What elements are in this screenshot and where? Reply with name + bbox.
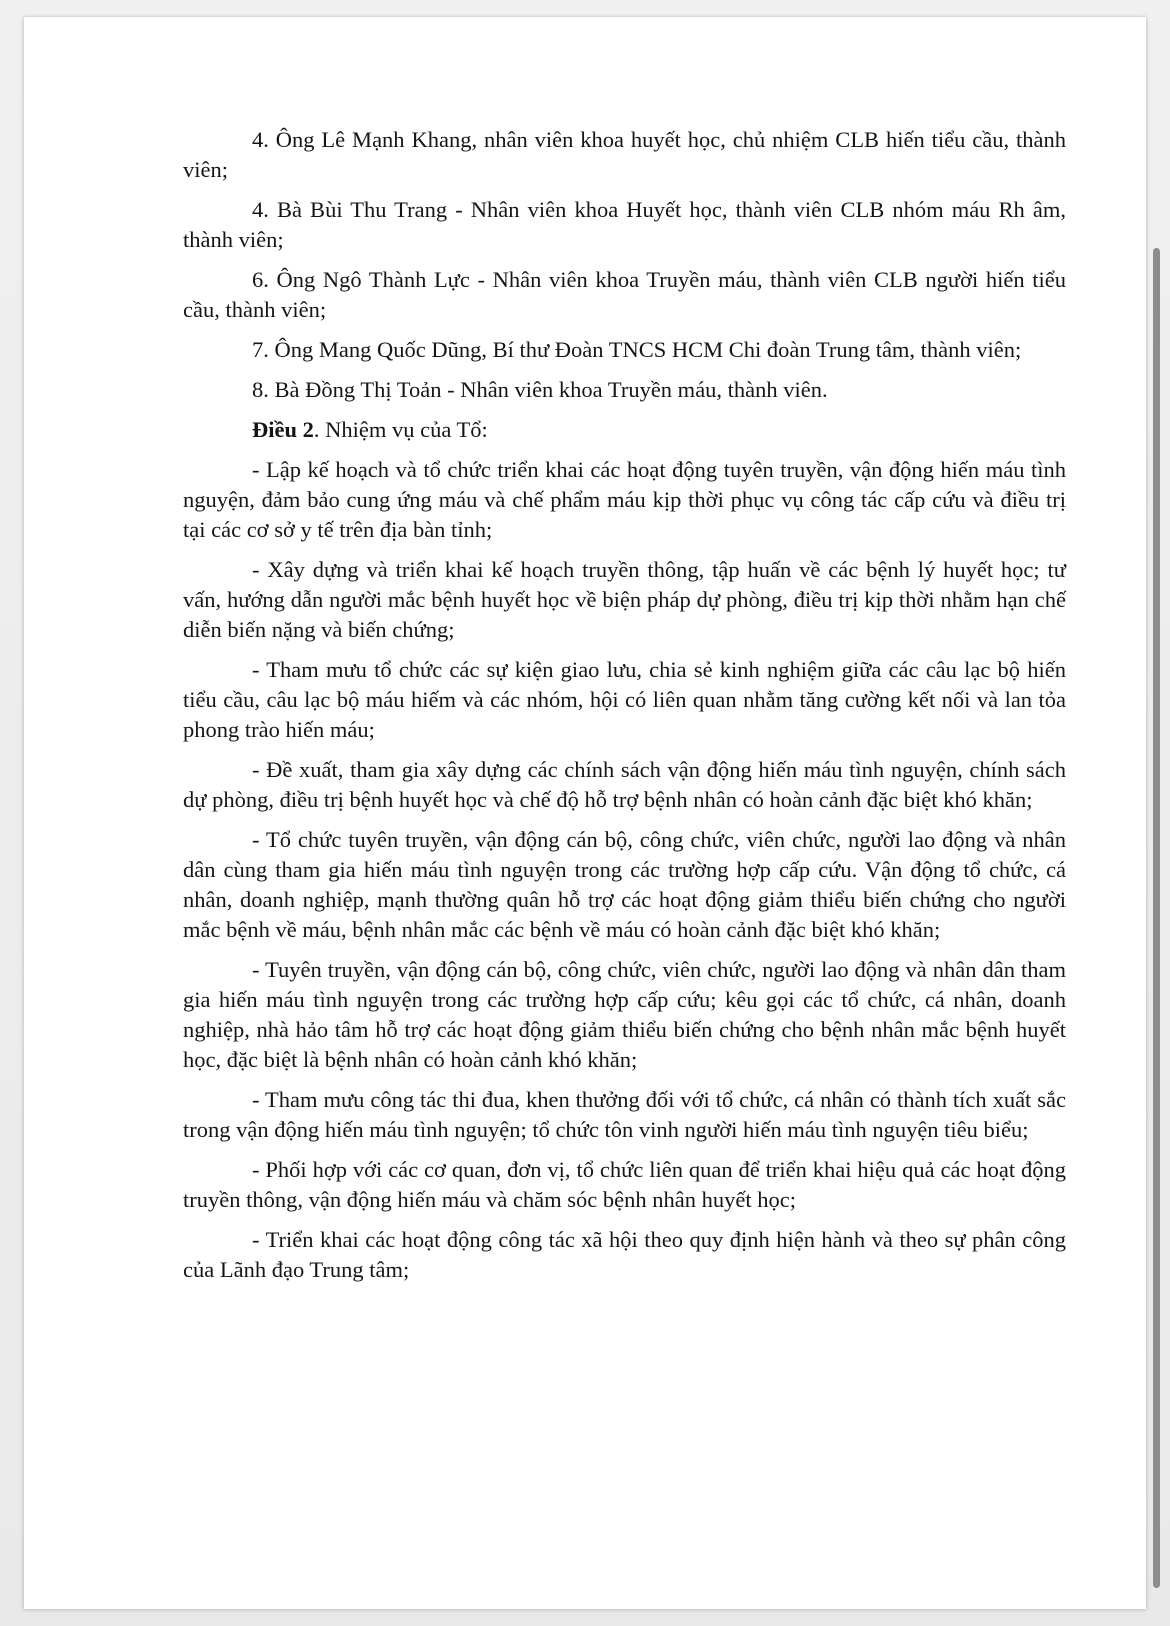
article-label: Điều 2 xyxy=(252,417,314,442)
document-page xyxy=(24,17,1146,1609)
member-item: 8. Bà Đồng Thị Toản - Nhân viên khoa Truyền máu, thành viên. xyxy=(252,377,828,402)
member-item: 4. Bà Bùi Thu Trang - Nhân viên khoa Huyết học, thành viên CLB nhóm máu Rh âm, thành viên; xyxy=(183,197,1066,252)
duty-item: - Lập kế hoạch và tổ chức triển khai các hoạt động tuyên truyền, vận động hiến máu tình nguyện, đảm bảo cung ứng máu và chế phẩm máu kịp thời phục vụ công tác cấp cứu và điều trị tại các cơ sở y tế trên địa bàn tỉnh; xyxy=(183,457,1066,542)
duty-item: - Đề xuất, tham gia xây dựng các chính sách vận động hiến máu tình nguyện, chính sách dự phòng, điều trị bệnh huyết học và chế độ hỗ trợ bệnh nhân có hoàn cảnh đặc biệt khó khăn; xyxy=(183,757,1066,812)
duty-item: - Tuyên truyền, vận động cán bộ, công chức, viên chức, người lao động và nhân dân tham gia hiến máu tình nguyện trong các trường hợp cấp cứu; kêu gọi các tổ chức, cá nhân, doanh nghiệp, nhà hảo tâm hỗ trợ các hoạt động giảm thiểu biến chứng cho bệnh nhân mắc bệnh huyết học, đặc biệt là bệnh nhân có hoàn cảnh khó khăn; xyxy=(183,957,1066,1072)
member-item: 7. Ông Mang Quốc Dũng, Bí thư Đoàn TNCS HCM Chi đoàn Trung tâm, thành viên; xyxy=(252,337,1022,362)
article-title: . Nhiệm vụ của Tổ: xyxy=(313,417,488,442)
member-item: 6. Ông Ngô Thành Lực - Nhân viên khoa Truyền máu, thành viên CLB người hiến tiểu cầu, thành viên; xyxy=(183,267,1066,322)
article-heading xyxy=(183,415,1066,445)
member-item: 4. Ông Lê Mạnh Khang, nhân viên khoa huyết học, chủ nhiệm CLB hiến tiểu cầu, thành viên; xyxy=(183,127,1066,182)
duty-item: - Tổ chức tuyên truyền, vận động cán bộ, công chức, viên chức, người lao động và nhân dân cùng tham gia hiến máu tình nguyện trong các trường hợp cấp cứu. Vận động tổ chức, cá nhân, doanh nghiệp, mạnh thường quân hỗ trợ các hoạt động giảm thiểu biến chứng cho người mắc bệnh về máu, bệnh nhân mắc các bệnh về máu có hoàn cảnh đặc biệt khó khăn; xyxy=(183,827,1066,942)
duty-item: - Triển khai các hoạt động công tác xã hội theo quy định hiện hành và theo sự phân công của Lãnh đạo Trung tâm; xyxy=(183,1227,1066,1282)
duty-item: - Tham mưu tổ chức các sự kiện giao lưu, chia sẻ kinh nghiệm giữa các câu lạc bộ hiến tiểu cầu, câu lạc bộ máu hiếm và các nhóm, hội có liên quan nhằm tăng cường kết nối và lan tỏa phong trào hiến máu; xyxy=(183,657,1066,742)
duty-item: - Phối hợp với các cơ quan, đơn vị, tổ chức liên quan để triển khai hiệu quả các hoạt động truyền thông, vận động hiến máu và chăm sóc bệnh nhân huyết học; xyxy=(183,1157,1066,1212)
duty-item: - Xây dựng và triển khai kế hoạch truyền thông, tập huấn về các bệnh lý huyết học; tư vấn, hướng dẫn người mắc bệnh huyết học về biện pháp dự phòng, điều trị kịp thời nhằm hạn chế diễn biến nặng và biến chứng; xyxy=(183,557,1066,642)
document-body xyxy=(183,125,1066,1295)
duty-item: - Tham mưu công tác thi đua, khen thưởng đối với tổ chức, cá nhân có thành tích xuất sắc trong vận động hiến máu tình nguyện; tổ chức tôn vinh người hiến máu tình nguyện tiêu biểu; xyxy=(183,1087,1066,1142)
vertical-scrollbar[interactable] xyxy=(1153,248,1160,1588)
